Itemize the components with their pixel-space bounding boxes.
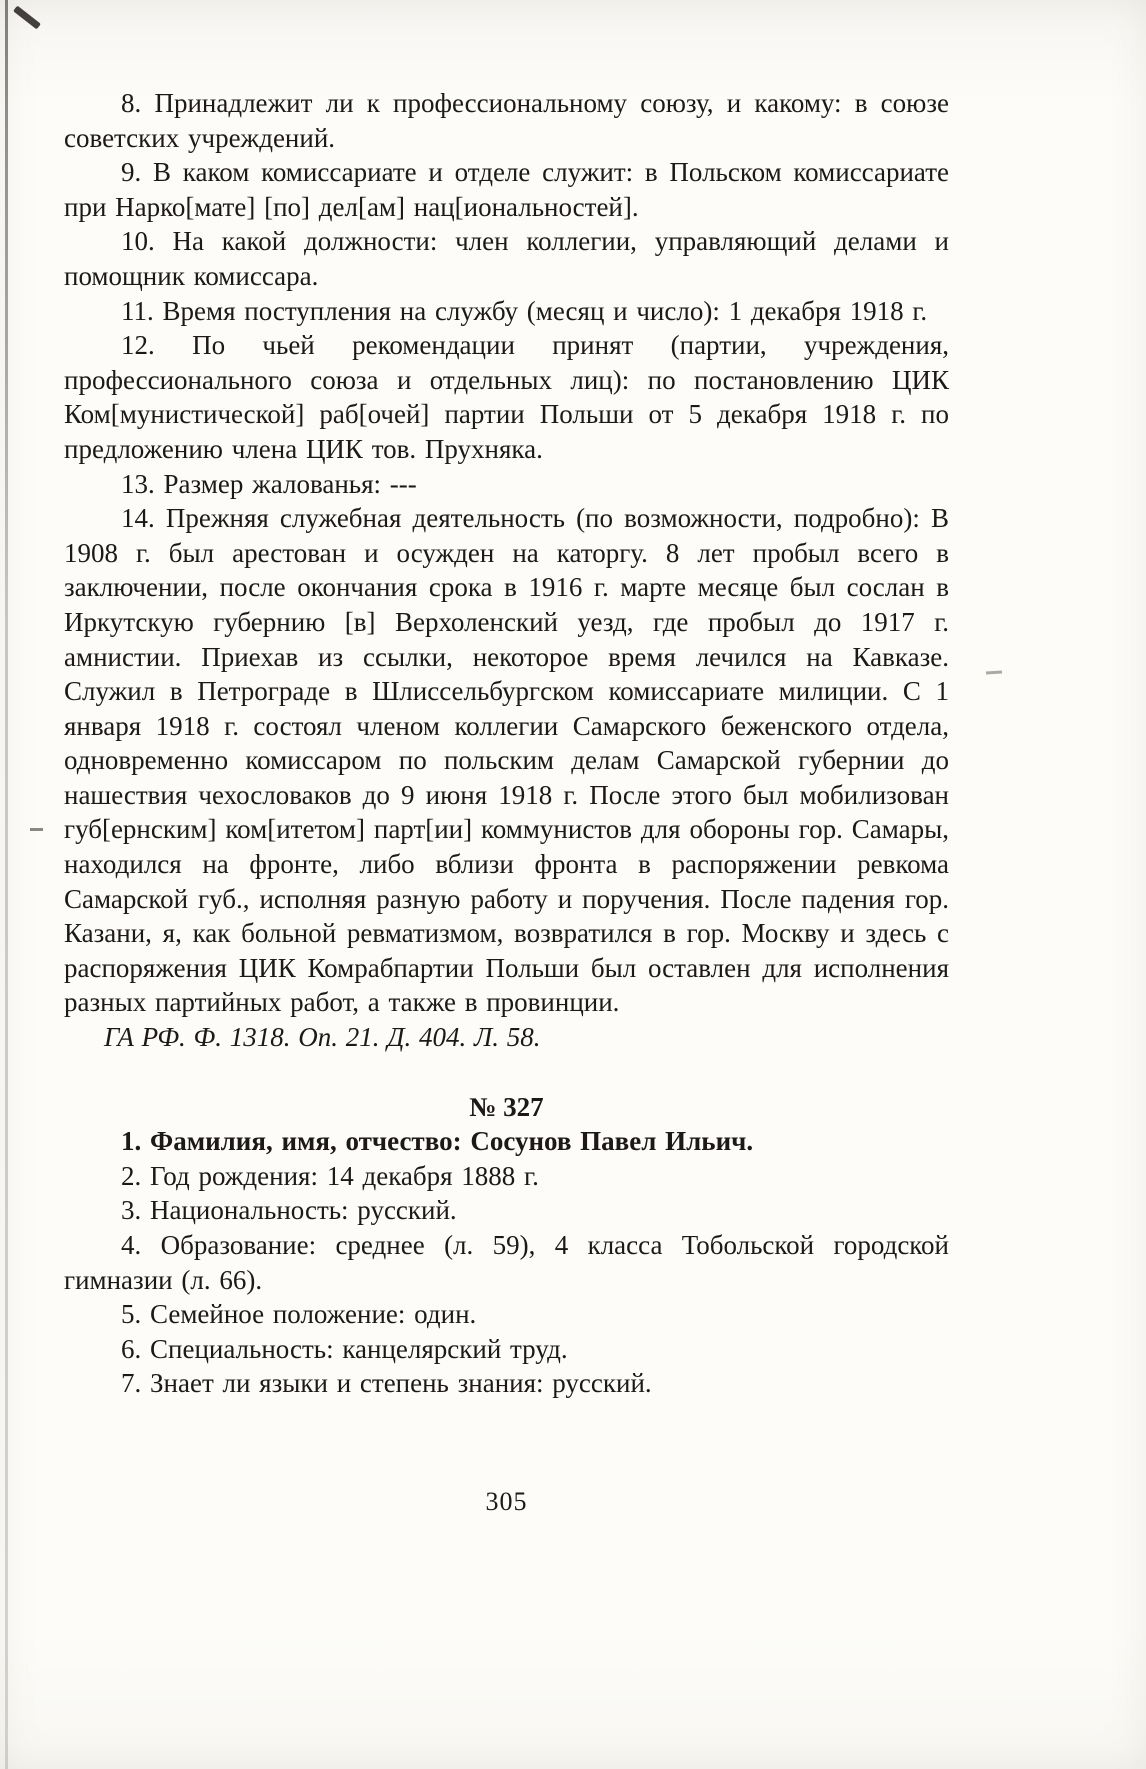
entry327-item-2: 2. Год рождения: 14 декабря 1888 г. — [121, 1160, 539, 1191]
questionnaire-item-14: 14. Прежняя служебная деятельность (по возможности, подробно): В 1908 г. был арестован и осужден на каторгу. 8 лет пробыл всего в заключении, после окончания срока в 1916 г. марте месяце был сослан в Иркутскую губернию [в] Верхоленский уезд, где пробыл до 1917 г. амнистии. Приехав из ссылки, некоторое время лечился на Кавказе. Служил в Петрограде в Шлиссельбургском комиссариате милиции. С 1 января 1918 г. состоял членом коллегии Самарского беженского отдела, одновременно комиссаром по польским делам Самарской губернии до нашествия чехословаков до 9 июня 1918 г. После этого был мобилизован губ[ернским] ком[итетом] парт[ии] коммунистов для обороны гор. Самары, находился на фронте, либо вблизи фронта в распоряжении ревкома Самарской губ., исполняя разную работу и поручения. После падения гор. Казани, я, как больной ревматизмом, возвратился в гор. Москву и здесь с распоряжения ЦИК Комрабпартии Польши был оставлен для исполнения разных партийных работ, а также в провинции. — [64, 503, 949, 1018]
entry327-item-3: 3. Национальность: русский. — [121, 1195, 457, 1226]
page-number: 305 — [485, 1487, 528, 1516]
entry327-item-4: 4. Образование: среднее (л. 59), 4 класса Тобольской городской гимназии (л. 66). — [64, 1230, 949, 1295]
document-text-block — [64, 86, 949, 1401]
archive-citation: ГА РФ. Ф. 1318. Оп. 21. Д. 404. Л. 58. — [104, 1022, 541, 1053]
entry-number-heading: № 327 — [469, 1091, 544, 1122]
entry327-item-5: 5. Семейное положение: один. — [121, 1299, 477, 1330]
entry327-item-7: 7. Знает ли языки и степень знания: русский. — [121, 1368, 652, 1399]
questionnaire-item-11: 11. Время поступления на службу (месяц и число): 1 декабря 1918 г. — [121, 295, 928, 326]
scan-corner-mark-artifact — [13, 6, 41, 30]
questionnaire-item-8: 8. Принадлежит ли к профессиональному союзу, и какому: в союзе советских учреждений. — [64, 88, 949, 153]
questionnaire-item-10: 10. На какой должности: член коллегии, управляющий делами и помощник комиссара. — [64, 226, 949, 291]
entry327-item-6: 6. Специальность: канцелярский труд. — [121, 1333, 568, 1364]
entry327-item-1: 1. Фамилия, имя, отчество: Сосунов Павел Ильич. — [121, 1126, 754, 1157]
scan-left-edge-artifact — [5, 0, 8, 1769]
questionnaire-item-9: 9. В каком комиссариате и отделе служит: в Польском комиссариате при Нарко[мате] [по] дел[ам] нац[иональностей]. — [64, 157, 949, 222]
scan-stray-mark-right — [986, 670, 1002, 674]
questionnaire-item-13: 13. Размер жалованья: --- — [121, 468, 417, 499]
questionnaire-item-12: 12. По чьей рекомендации принят (партии, учреждения, профессионального союза и отдельных лиц): по постановлению ЦИК Ком[мунистической] раб[очей] партии Польши от 5 декабря 1918 г. по предложению члена ЦИК тов. Прухняка. — [64, 330, 949, 464]
scan-stray-mark-left — [30, 828, 43, 831]
